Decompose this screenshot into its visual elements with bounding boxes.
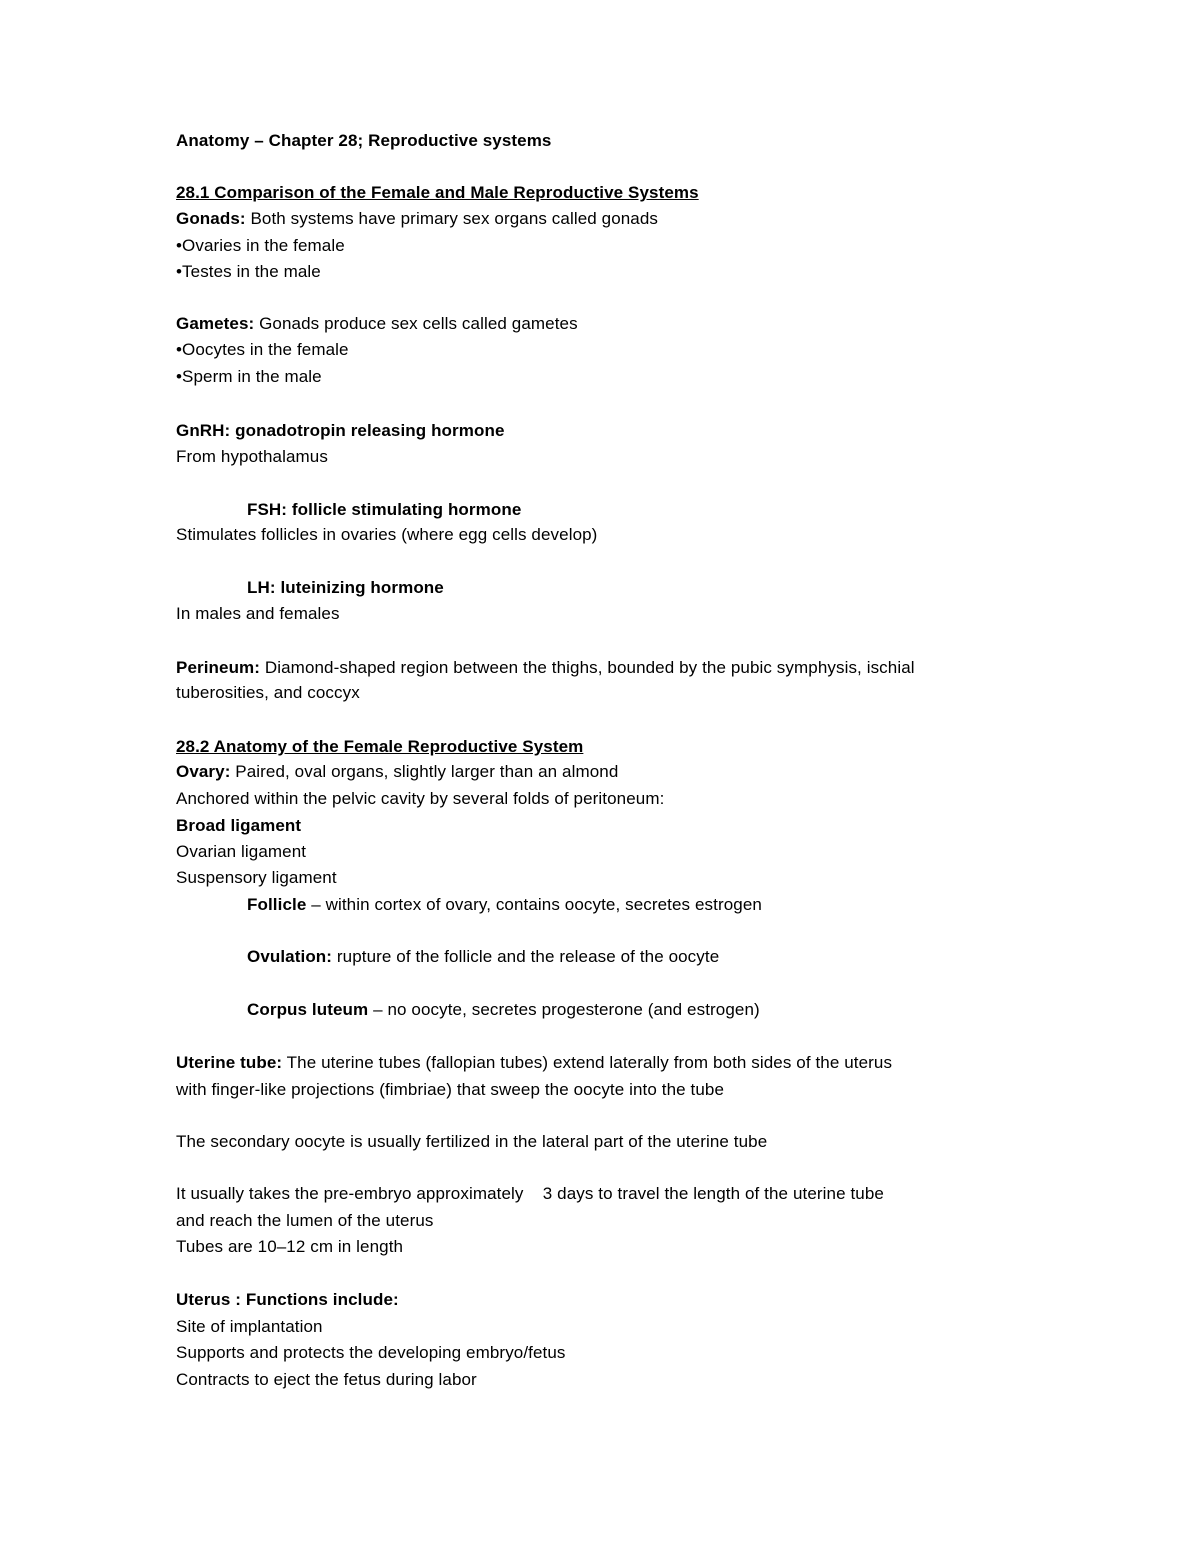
ovary-line xyxy=(176,761,618,783)
gametes-definition: Gonads produce sex cells called gametes xyxy=(254,314,578,333)
ovulation-line xyxy=(247,946,719,968)
anchored-line: Anchored within the pelvic cavity by several folds of peritoneum: xyxy=(176,789,665,808)
section-heading-28-1: 28.1 Comparison of the Female and Male Reproductive Systems xyxy=(176,183,699,202)
ovulation-term: Ovulation: xyxy=(247,947,333,966)
perineum-term: Perineum: xyxy=(176,658,261,677)
uterus-functions-heading: Uterus : Functions include: xyxy=(176,1290,399,1309)
uterine-tube-definition: The uterine tubes (fallopian tubes) extend laterally from both sides of the uterus xyxy=(282,1053,893,1072)
list-item: •Testes in the male xyxy=(176,262,321,281)
gonads-definition: Both systems have primary sex organs called gonads xyxy=(245,209,659,228)
list-item: Supports and protects the developing embryo/fetus xyxy=(176,1343,566,1362)
list-item: Contracts to eject the fetus during labor xyxy=(176,1370,477,1389)
gametes-line xyxy=(176,313,578,335)
fsh-definition: Stimulates follicles in ovaries (where egg cells develop) xyxy=(176,525,598,544)
corpus-luteum-line xyxy=(247,999,760,1021)
ovulation-definition: rupture of the follicle and the release of the oocyte xyxy=(332,947,720,966)
fsh-term: FSH: follicle stimulating hormone xyxy=(247,500,522,519)
gonads-term: Gonads: xyxy=(176,209,246,228)
uterine-tube-line xyxy=(176,1052,892,1074)
uterine-tube-term: Uterine tube: xyxy=(176,1053,283,1072)
document-title: Anatomy – Chapter 28; Reproductive systems xyxy=(176,131,552,150)
follicle-line xyxy=(247,894,762,916)
travel-time-line-cont: and reach the lumen of the uterus xyxy=(176,1211,434,1230)
corpus-luteum-definition: – no oocyte, secretes progesterone (and estrogen) xyxy=(368,1000,760,1019)
lh-term: LH: luteinizing hormone xyxy=(247,578,444,597)
ovarian-ligament: Ovarian ligament xyxy=(176,842,307,861)
section-heading-28-2: 28.2 Anatomy of the Female Reproductive System xyxy=(176,737,584,756)
travel-time-line: It usually takes the pre-embryo approximately 3 days to travel the length of the uterine tube xyxy=(176,1184,884,1203)
list-item: Site of implantation xyxy=(176,1317,323,1336)
corpus-luteum-term: Corpus luteum xyxy=(247,1000,369,1019)
perineum-definition-cont: tuberosities, and coccyx xyxy=(176,683,360,702)
perineum-line xyxy=(176,657,915,679)
secondary-oocyte-line: The secondary oocyte is usually fertilized in the lateral part of the uterine tube xyxy=(176,1132,768,1151)
list-item: •Sperm in the male xyxy=(176,367,322,386)
gnrh-definition: From hypothalamus xyxy=(176,447,328,466)
lh-definition: In males and females xyxy=(176,604,340,623)
perineum-definition: Diamond-shaped region between the thighs, bounded by the pubic symphysis, ischial xyxy=(260,658,915,677)
suspensory-ligament: Suspensory ligament xyxy=(176,868,337,887)
list-item: •Oocytes in the female xyxy=(176,340,349,359)
gametes-term: Gametes: xyxy=(176,314,255,333)
uterine-tube-definition-cont: with finger-like projections (fimbriae) that sweep the oocyte into the tube xyxy=(176,1080,724,1099)
follicle-definition: – within cortex of ovary, contains oocyte, secretes estrogen xyxy=(306,895,762,914)
list-item: •Ovaries in the female xyxy=(176,236,345,255)
ovary-term: Ovary: xyxy=(176,762,231,781)
tube-length-line: Tubes are 10–12 cm in length xyxy=(176,1237,404,1256)
ovary-definition: Paired, oval organs, slightly larger than an almond xyxy=(230,762,619,781)
broad-ligament: Broad ligament xyxy=(176,816,302,835)
follicle-term: Follicle xyxy=(247,895,307,914)
gnrh-term: GnRH: gonadotropin releasing hormone xyxy=(176,421,505,440)
gonads-line xyxy=(176,208,658,230)
